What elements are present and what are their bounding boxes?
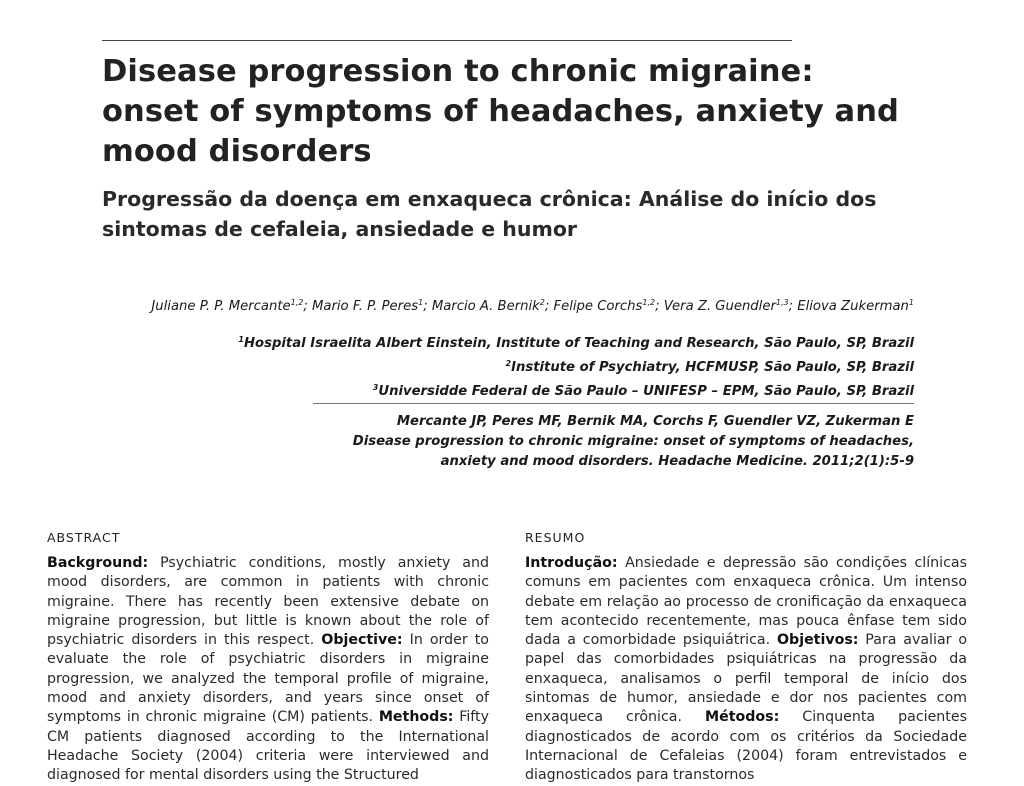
objetivos-text: Para avaliar o papel das comorbidades psiquiátricas na progressão da enxaqueca, analisamos o perfil temporal de início dos sintomas de humor, ansiedade e dor nos pacientes com enxaqueca crônica.: [525, 632, 967, 726]
affiliation: [238, 354, 914, 378]
author-name: Eliova Zukerman: [797, 299, 909, 314]
paper-subtitle: [102, 184, 922, 244]
metodos-text: Cinquenta pacientes diagnosticados de acordo com os critérios da Sociedade Internacional de Cefaleias (2004) foram entrevistados e diagnosticados para transtornos: [525, 709, 967, 784]
author-name: Felipe Corchs: [553, 299, 643, 314]
objective-label: Objective:: [321, 632, 403, 649]
author-separator: ;: [544, 299, 554, 314]
affiliation-text: Universidde Federal de São Paulo – UNIFESP – EPM, São Paulo, SP, Brazil: [378, 384, 914, 399]
methods-text: Fifty CM patients diagnosed according to the International Headache Society (2004) criteria were interviewed and diagnosed for mental disorders using the Structured: [47, 709, 489, 784]
objective-text: In order to evaluate the role of psychiatric disorders in migraine progression, we analyzed the temporal profile of migraine, mood and anxiety disorders, and years since onset of symptoms in chronic migraine (CM) patients.: [47, 632, 489, 726]
affiliation-mark: 2: [505, 359, 512, 368]
methods-label: Methods:: [378, 709, 454, 726]
citation-line: anxiety and mood disorders. Headache Medicine. 2011;2(1):5-9: [440, 454, 914, 469]
author-name: Mario F. P. Peres: [312, 299, 419, 314]
affiliation-list: [238, 330, 914, 402]
author-name: Juliane P. P. Mercante: [151, 299, 291, 314]
affiliation-text: Hospital Israelita Albert Einstein, Institute of Teaching and Research, São Paulo, SP, Brazil: [244, 336, 914, 351]
background-text: Psychiatric conditions, mostly anxiety and mood disorders, are common in patients with chronic migraine. There has recently been extensive debate on migraine progression, but little is known about the role of psychiatric disorders in this respect.: [47, 555, 489, 649]
metodos-label: Métodos:: [705, 709, 780, 726]
subtitle-line: sintomas de cefaleia, ansiedade e humor: [102, 217, 578, 241]
author-separator: ;: [423, 299, 432, 314]
abstract-section: [47, 530, 489, 786]
affiliation: [238, 330, 914, 354]
introducao-label: Introdução:: [525, 555, 618, 571]
paper-title: [102, 52, 902, 172]
title-line: onset of symptoms of headaches, anxiety and: [102, 94, 899, 129]
affiliation-mark: 1: [238, 335, 244, 344]
author-affiliation-mark: 1,3: [775, 298, 789, 307]
abstract-body: [47, 554, 489, 786]
author-affiliation-mark: 1,2: [290, 298, 304, 307]
author-name: Vera Z. Guendler: [663, 299, 776, 314]
abstract-heading: ABSTRACT: [47, 530, 121, 545]
objetivos-label: Objetivos:: [776, 632, 859, 649]
citation-line: Disease progression to chronic migraine: onset of symptoms of headaches,: [352, 434, 914, 449]
resumo-body: [525, 554, 967, 786]
author-affiliation-mark: 1,2: [642, 298, 656, 307]
title-line: Disease progression to chronic migraine:: [102, 54, 814, 89]
author-affiliation-mark: 2: [539, 298, 545, 307]
title-line: mood disorders: [102, 134, 372, 169]
background-label: Background:: [47, 555, 149, 571]
citation-block: [353, 412, 914, 472]
author-separator: ;: [655, 299, 664, 314]
affiliation: [238, 378, 914, 402]
author-separator: ;: [788, 299, 798, 314]
author-name: Marcio A. Bernik: [431, 299, 540, 314]
author-list: [151, 298, 914, 314]
affiliation-mark: 3: [372, 383, 379, 392]
introducao-text: Ansiedade e depressão são condições clínicas comuns em pacientes com enxaqueca crônica. Um intenso debate em relação ao processo de cronificação da enxaqueca tem acontecido recentemente, mas pouca ênfase tem sido dada a comorbidade psiquiátrica.: [525, 555, 967, 649]
subtitle-line: Progressão da doença em enxaqueca crônica: Análise do início dos: [102, 187, 877, 211]
citation-line: Mercante JP, Peres MF, Bernik MA, Corchs F, Guendler VZ, Zukerman E: [396, 414, 914, 429]
affiliation-text: Institute of Psychiatry, HCFMUSP, São Paulo, SP, Brazil: [511, 360, 914, 375]
author-affiliation-mark: 1: [418, 298, 424, 307]
author-affiliation-mark: 1: [908, 298, 914, 307]
resumo-heading: RESUMO: [525, 530, 586, 545]
citation-divider: [313, 403, 914, 404]
author-separator: ;: [303, 299, 313, 314]
resumo-section: [525, 530, 967, 786]
top-divider: [102, 40, 792, 41]
